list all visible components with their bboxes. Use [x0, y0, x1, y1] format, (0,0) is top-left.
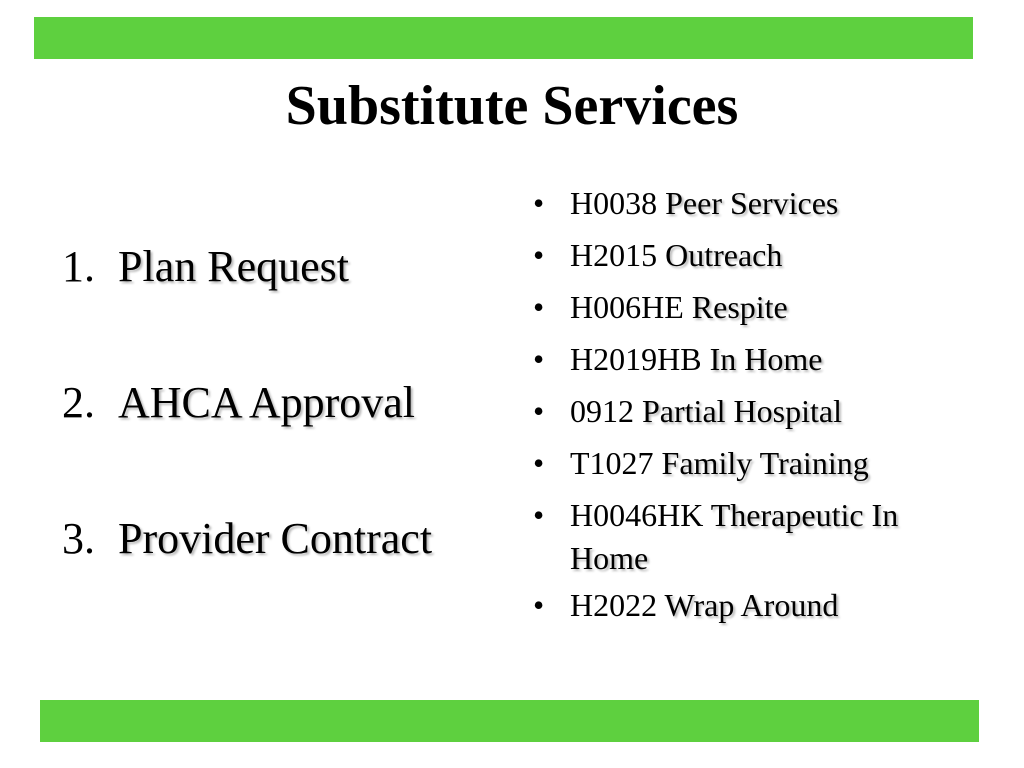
step-number: 3.: [62, 514, 95, 563]
slide-title: Substitute Services: [285, 75, 739, 137]
bullet-icon: •: [533, 587, 545, 623]
service-name: Peer Services: [665, 185, 839, 221]
step-number: 1.: [62, 242, 95, 291]
service-codes-list: [533, 182, 973, 636]
service-code: H2022: [570, 587, 658, 623]
service-name: In Home: [709, 341, 823, 377]
service-name: Respite: [691, 289, 788, 325]
service-item: [533, 584, 973, 627]
service-code: H006HE: [570, 289, 684, 325]
bullet-icon: •: [533, 497, 545, 533]
bullet-icon: •: [533, 341, 545, 377]
step-item: [62, 236, 432, 372]
service-code: 0912: [570, 393, 634, 429]
step-label: AHCA Approval: [118, 378, 415, 427]
service-name: Partial Hospital: [642, 393, 842, 429]
service-name: Therapeutic In Home: [570, 497, 899, 576]
step-number: 2.: [62, 378, 95, 427]
service-code: H0038: [570, 185, 658, 221]
step-item: [62, 372, 432, 508]
service-name: Family Training: [661, 445, 869, 481]
bullet-icon: •: [533, 445, 545, 481]
bottom-accent-bar: [40, 700, 979, 742]
process-steps-list: [62, 236, 432, 644]
top-accent-bar: [34, 17, 973, 59]
bullet-icon: •: [533, 289, 545, 325]
step-item: [62, 508, 432, 644]
bullet-icon: •: [533, 393, 545, 429]
service-name: Wrap Around: [664, 587, 839, 623]
service-item: [533, 390, 973, 433]
service-item: [533, 286, 973, 329]
service-code: T1027: [570, 445, 654, 481]
service-item: [533, 494, 973, 580]
service-item: [533, 182, 973, 225]
service-item: [533, 234, 973, 277]
step-label: Provider Contract: [118, 514, 433, 563]
service-item: [533, 442, 973, 485]
step-label: Plan Request: [118, 242, 349, 291]
service-code: H0046HK: [570, 497, 704, 533]
service-item: [533, 338, 973, 381]
bullet-icon: •: [533, 185, 545, 221]
bullet-icon: •: [533, 237, 545, 273]
service-name: Outreach: [665, 237, 783, 273]
service-code: H2015: [570, 237, 658, 273]
service-code: H2019HB: [570, 341, 702, 377]
